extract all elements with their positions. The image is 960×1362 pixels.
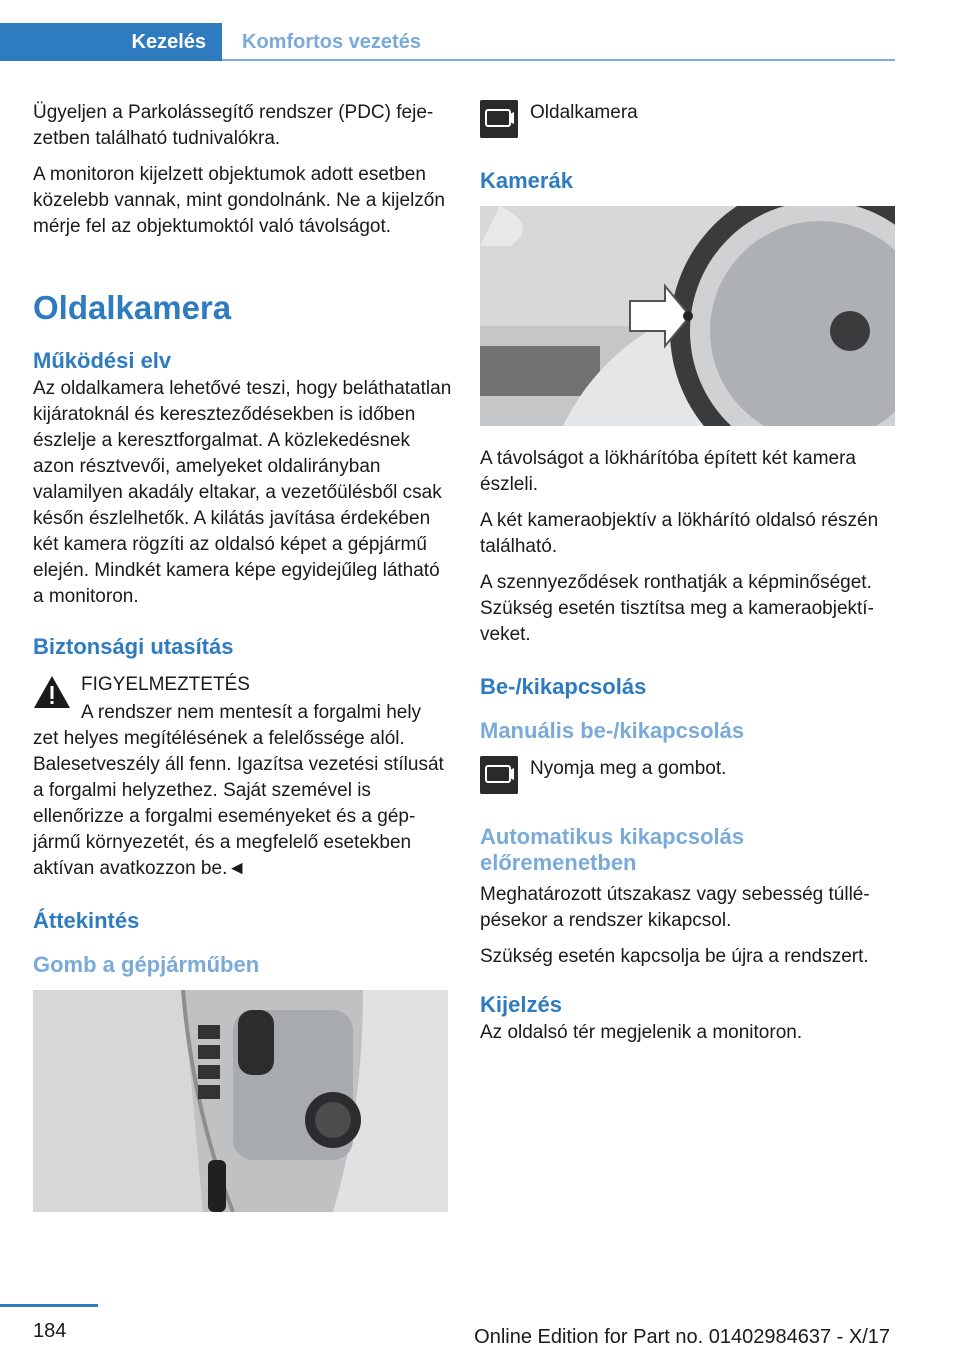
side-camera-button-icon[interactable] [480, 100, 518, 138]
paragraph-mukodesi-elv: Az oldalkamera lehetővé teszi, hogy beláthatatlan kijáratoknál és kereszteződésekben is időben észlelje a keresztforgalmat. A közlekedésnek azon résztvevői, amelyeket oldalirányban valamilyen akadály eltakar, a vezetőülésből csak későn észlelhetők. A kilátás javítása érdekében két kamera rögzíti az oldalsó képet a gépjármű elején. Mindkét kamera képe egyidejűleg látható a monitoron. [33, 378, 452, 607]
heading-automatikus: Automatikus kikapcsolás előremenetben [480, 824, 745, 875]
paragraph-kamerak-3: A szennyeződések ronthatják a képminőséget. Szükség esetén tisztítsa meg a kameraobjektíveket. [480, 572, 874, 645]
warning-title: FIGYELMEZTETÉS [81, 674, 250, 695]
footer-rule [0, 1304, 98, 1307]
photo-center-console [33, 990, 448, 1212]
warning-block [33, 672, 453, 882]
heading-biztonsagi-utasitas: Biztonsági utasítás [33, 634, 234, 659]
warning-triangle-icon [33, 674, 71, 710]
paragraph-auto-1: Meghatározott útszakasz vagy sebesség túllépésekor a rendszer kikapcsol. [480, 884, 870, 931]
paragraph-kamerak-2: A két kameraobjektív a lökhárító oldalsó részén található. [480, 510, 879, 557]
tab-komfortos-vezetes[interactable]: Komfortos vezetés [242, 30, 421, 53]
tab-kezeles[interactable]: Kezelés [0, 23, 222, 61]
heading-be-kikapcsolas: Be-/kikapcsolás [480, 674, 647, 699]
footer-edition: Online Edition for Part no. 01402984637 - X/17 [474, 1326, 890, 1348]
photo-bumper-camera [480, 206, 895, 426]
header-rule [222, 59, 895, 61]
button-oldalkamera-row [480, 100, 900, 140]
paragraph-auto-2: Szükség esetén kapcsolja be újra a rendszert. [480, 946, 869, 967]
paragraph-pdc-note: Ügyeljen a Parkolássegítő rendszer (PDC) fejezetben található tudnivalókra. [33, 102, 434, 149]
header-tabs [0, 23, 895, 61]
heading-mukodesi-elv: Működési elv [33, 348, 172, 373]
side-camera-button-icon-2[interactable] [480, 756, 518, 794]
right-column [480, 100, 900, 1056]
heading-manualis: Manuális be-/kikapcsolás [480, 718, 745, 743]
heading-attekintes: Áttekintés [33, 908, 140, 933]
heading-gomb-a-gepjarmuben: Gomb a gépjárműben [33, 952, 260, 977]
heading-oldalkamera: Oldalkamera [33, 289, 232, 326]
warning-text: zet helyes megítélésének a felelőssége alól. Balesetveszély áll fenn. Igazítsa vezetési stílusát a forgalmi helyzethez. Saját szemével is ellenőrizze a forgalmi eseményeket és a gépjármű környezetét, és a megfelelő esetekben aktívan avatkozzon be.◄ [33, 728, 444, 879]
heading-kamerak: Kamerák [480, 168, 573, 193]
left-column [33, 100, 453, 1212]
paragraph-monitor-note: A monitoron kijelzett objektumok adott esetben közelebb vannak, mint gondolnánk. Ne a kijelzőn mérje fel az objektumoktól való távolságot. [33, 164, 445, 237]
heading-kijelzes: Kijelzés [480, 992, 562, 1017]
warning-first-line: A rendszer nem mentesít a forgalmi hely [81, 702, 422, 723]
paragraph-kijelzes: Az oldalsó tér megjelenik a monitoron. [480, 1022, 803, 1043]
button-manual-text: Nyomja meg a gombot. [530, 758, 727, 779]
paragraph-kamerak-1: A távolságot a lökhárítóba épített két kamera észleli. [480, 448, 857, 495]
button-oldalkamera-label: Oldalkamera [530, 102, 638, 123]
page-number: 184 [33, 1320, 67, 1342]
button-manual-row [480, 756, 900, 796]
